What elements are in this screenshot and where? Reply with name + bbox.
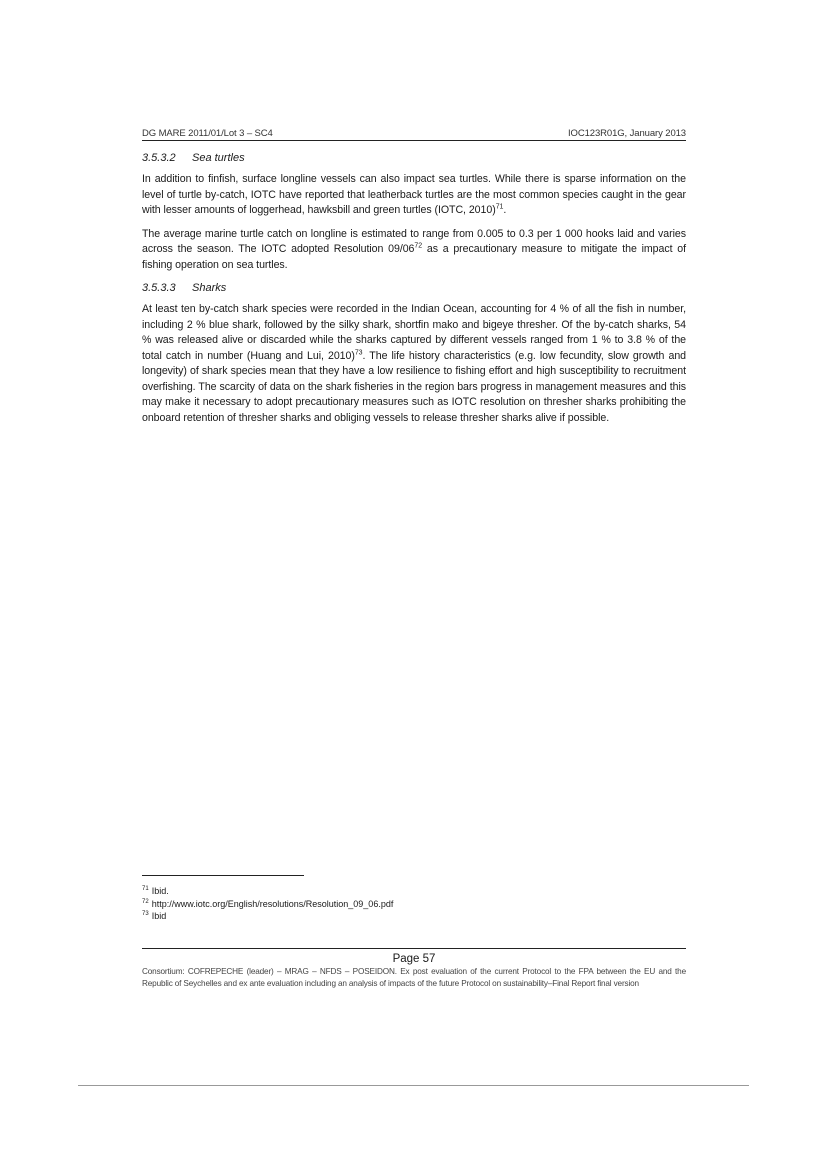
section-number: 3.5.3.2 (142, 152, 176, 164)
footer-text: Consortium: COFREPECHE (leader) – MRAG – NFDS – POSEIDON. Ex post evaluation of the current Protocol to the FPA between the EU and the Republic of Seychelles and ex ante evaluation including an analysis of impacts of the future Protocol on sustainability–Final Report final version (142, 967, 686, 988)
section-heading-sharks (142, 281, 686, 295)
header-left: DG MARE 2011/01/Lot 3 – SC4 (142, 128, 273, 139)
footnote-divider (142, 875, 304, 876)
section-heading-sea-turtles (142, 151, 686, 165)
page-bottom-divider (78, 1085, 749, 1086)
paragraph: At least ten by-catch shark species were recorded in the Indian Ocean, accounting for 4 % of all the fish in number, including 2 % blue shark, followed by the silky shark, shortfin mako and bigeye thresher. Of the by-catch sharks, 54 % was released alive or discarded while the sharks captured by different vessels ranged from 1 % to 3.8 % of the total catch in number (Huang and Lui, 2010)$^{73}$. The life history characteristics (e.g. low fecundity, slow growth and longevity) of shark species mean that they have a low resilience to fishing effort and high susceptibility to recruitment overfishing. The scarcity of data on the shark fisheries in the region bars progress in management measures and this may make it necessary to adopt precautionary measures such as IOTC resolution on thresher sharks prohibiting the onboard retention of thresher sharks and obliging vessels to release thresher sharks alive if possible. (142, 303, 687, 424)
footnotes (142, 885, 686, 923)
section-number: 3.5.3.3 (142, 282, 176, 294)
footnote: $^{71}$ Ibid. (142, 886, 169, 896)
paragraph: The average marine turtle catch on longline is estimated to range from 0.005 to 0.3 per 1 000 hooks laid and varies across the season. The IOTC adopted Resolution $09/06^{72}$ as a precautionary measure to mitigate the impact of fishing operation on sea turtles. (142, 227, 686, 271)
main-content (142, 151, 686, 434)
footnote: $^{73}$ Ibid (142, 911, 167, 921)
section-title: Sea turtles (192, 152, 245, 164)
header-right: IOC123R01G, January 2013 (567, 128, 686, 139)
footnote-ref[interactable]: 71 (495, 203, 504, 211)
section-title: Sharks (192, 282, 227, 294)
page-number: Page 57 (392, 953, 436, 965)
footer-divider (142, 948, 686, 949)
footnote-ref[interactable]: 72 (414, 242, 423, 250)
header-divider (142, 140, 686, 141)
footnote-ref[interactable]: 73 (354, 348, 363, 356)
footnote-link[interactable]: $^{72}$ http://www.iotc.org/English/resolutions/Resolution_09_06.pdf (142, 898, 394, 909)
paragraph: In addition to finfish, surface longline vessels can also impact sea turtles. While there is sparse information on the level of turtle by-catch, IOTC have reported that leatherback turtles are the most common species caught in the gear with lesser amounts of loggerhead, hawksbill and green turtles (IOTC, 2010)$^{71}$. (142, 173, 686, 216)
